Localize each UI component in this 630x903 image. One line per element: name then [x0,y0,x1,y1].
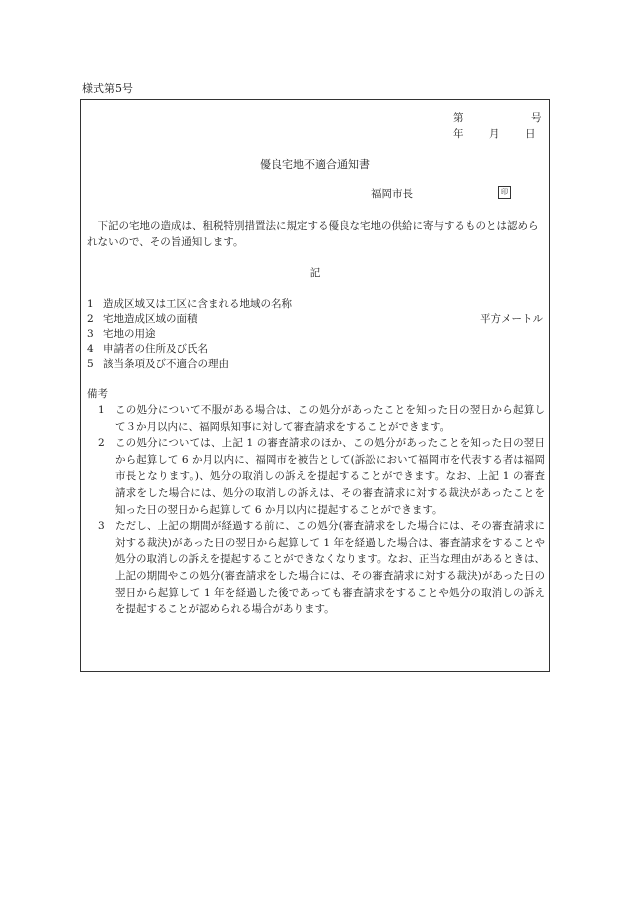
item-list [87,297,543,372]
remarks-heading: 備考 [87,388,108,400]
seal-mark: 印 [498,186,511,199]
date-month: 月 [489,128,500,140]
list-item: 2 宅地造成区域の面積 平方メートル [87,313,543,325]
notice-frame [80,99,550,672]
number-suffix: 号 [531,112,542,124]
list-item: 3 宅地の用途 [87,328,156,340]
date-year: 年 [453,128,464,140]
remark-item: 3 ただし、上記の期間が経過する前に、この処分(審査請求をした場合には、その審査請求に対する裁決)があった日の翌日から起算して 1 年を経過した場合は、審査請求をすることや処分の取消しの訴えを提起することができなくなります。なお、正当な理由があるときは、上記の期間やこの処分(審査請求をした場合には、その審査請求に対する裁決)があった日の翌日から起算して 1 年を経過した後であっても審査請求をすることや処分の取消しの訴えを提起することが認められる場合があります。 [98,520,545,616]
notice-body-text: 下記の宅地の造成は、租税特別措置法に規定する優良な宅地の供給に寄与するものとは認められないので、その旨通知します。 [87,220,539,249]
list-item: 4 申請者の住所及び氏名 [87,343,208,355]
remark-item: 1 この処分について不服がある場合は、この処分があったことを知った日の翌日から起算して３か月以内に、福岡県知事に対して審査請求をすることができます。 [98,404,545,433]
area-unit: 平方メートル [480,313,543,325]
document-title: 優良宅地不適合通知書 [260,158,370,171]
date-day: 日 [525,128,536,140]
sender-name: 福岡市長 [371,188,413,200]
ki-heading: 記 [309,267,321,279]
form-number-label: 様式第5号 [82,82,133,95]
remarks-list [87,402,545,618]
remark-item: 2 この処分については、上記 1 の審査請求のほか、この処分があったことを知った日の翌日から起算して 6 か月以内に、福岡市を被告として(訴訟において福岡市を代表する者は福岡市長となります。)、処分の取消しの訴えを提起することができます。なお、上記 1 の審査請求をした場合には、処分の取消しの訴えは、その審査請求に対する裁決があったことを知った日の翌日から起算して 6 か月以内に提起することができます。 [98,437,545,516]
number-prefix: 第 [453,112,464,124]
list-item: 1 造成区域又は工区に含まれる地域の名称 [87,298,292,310]
list-item: 5 該当条項及び不適合の理由 [87,358,229,370]
